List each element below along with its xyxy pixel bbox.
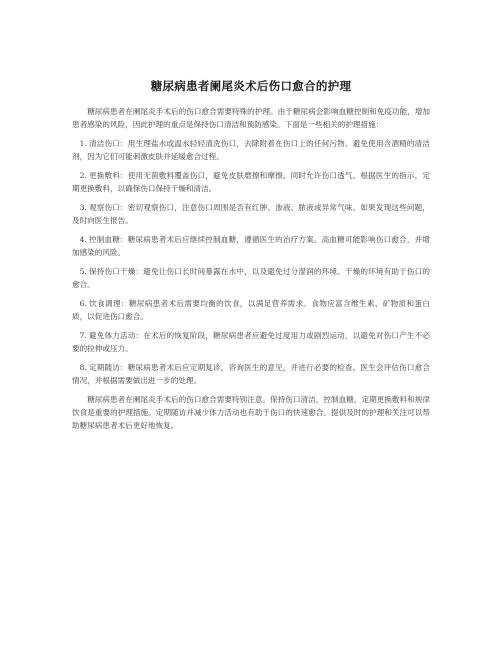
- list-item: [72, 297, 430, 323]
- item-text: 避免体力活动：在术后的恢复阶段，糖尿病患者应避免过度用力或剧烈运动，以避免对伤口产生不必要的拉伸或压力。: [72, 331, 430, 353]
- item-number: 8.: [79, 363, 87, 372]
- list-item: [72, 233, 430, 259]
- intro-paragraph: 糖尿病患者在阑尾炎手术后的伤口愈合需要特殊的护理。由于糖尿病会影响血糖控制和免疫功能，增加患者感染的风险，因此护理的重点是保持伤口清洁和预防感染。下面是一些相关的护理措施：: [72, 107, 430, 129]
- item-number: 2.: [79, 171, 87, 180]
- list-item: [72, 329, 430, 355]
- item-number: 5.: [79, 267, 87, 276]
- list-item: [72, 361, 430, 387]
- item-text: 保持伤口干燥：避免让伤口长时间暴露在水中，以及避免过分湿润的环境。干燥的环境有助于伤口的愈合。: [72, 267, 430, 289]
- item-number: 7.: [79, 331, 87, 340]
- item-text: 清洁伤口：用生理盐水或温水轻轻清洗伤口，去除附着在伤口上的任何污物。避免使用含酒精的清洁剂，因为它们可能刺激皮肤并延缓愈合过程。: [72, 139, 430, 161]
- item-text: 定期随访：糖尿病患者术后应定期复诊，咨询医生的意见，并进行必要的检查。医生会评估伤口愈合情况，并根据需要做出进一步的处理。: [72, 363, 430, 385]
- item-number: 1.: [79, 139, 87, 148]
- item-text: 观察伤口：密切观察伤口，注意伤口周围是否有红肿、渗液、脓液或异常气味。如果发现这些问题，及时向医生报告。: [72, 203, 430, 225]
- item-text: 饮食调理：糖尿病患者术后需要均衡的饮食，以满足营养需求。食物应富含维生素、矿物质和蛋白质，以促进伤口愈合。: [72, 299, 430, 321]
- document-title: 糖尿病患者阑尾炎术后伤口愈合的护理: [150, 79, 352, 93]
- item-number: 3.: [79, 203, 87, 212]
- conclusion-paragraph: 糖尿病患者在阑尾炎手术后的伤口愈合需要特别注意。保持伤口清洁，控制血糖，定期更换敷料和规律饮食是重要的护理措施。定期随访并减少体力活动也有助于伤口的快速愈合。提供及时的护理和关注可以帮助糖尿病患者术后更好地恢复。: [72, 395, 430, 430]
- item-text: 更换敷料：使用无菌敷料覆盖伤口，避免皮肤磨擦和摩擦，同时允许伤口透气。根据医生的指示，定期更换敷料，以确保伤口保持干燥和清洁。: [72, 171, 430, 193]
- item-number: 6.: [79, 299, 87, 308]
- list-item: [72, 265, 430, 291]
- list-item: [72, 169, 430, 195]
- item-number: 4.: [79, 235, 87, 244]
- list-item: [72, 201, 430, 227]
- list-item: [72, 137, 430, 163]
- item-text: 控制血糖：糖尿病患者术后应继续控制血糖，遵循医生的治疗方案。高血糖可能影响伤口愈合，并增加感染的风险。: [72, 235, 430, 257]
